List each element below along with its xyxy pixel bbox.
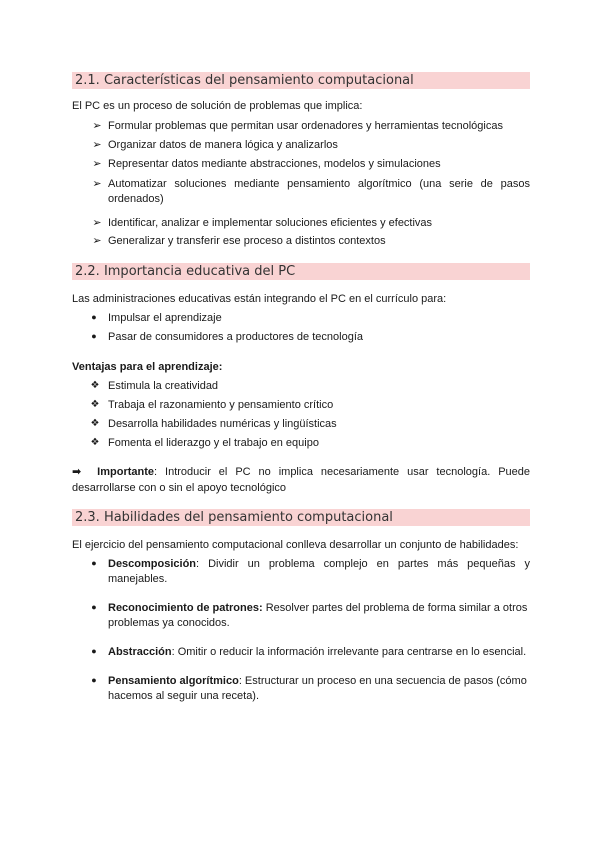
dot-bullet-icon: ● [91, 602, 97, 612]
section1-intro: El PC es un proceso de solución de problemas que implica: [72, 100, 363, 112]
section3-intro: El ejercicio del pensamiento computacional conlleva desarrollar un conjunto de habilidades: [72, 539, 519, 551]
diamond-bullet-icon: ❖ [90, 418, 100, 429]
arrow-bullet-icon: ➢ [92, 178, 102, 190]
diamond-bullet-icon: ❖ [90, 380, 100, 391]
skill-label: Pensamiento algorítmico [108, 675, 239, 687]
skill-label: Abstracción [108, 646, 172, 658]
section-heading-2-3: 2.3. Habilidades del pensamiento computacional [72, 509, 530, 526]
arrow-right-icon: ➡ [72, 466, 82, 478]
important-label: Importante [97, 466, 155, 478]
arrow-bullet-icon: ➢ [92, 120, 102, 132]
section2-intro: Las administraciones educativas están integrando el PC en el currículo para: [72, 293, 447, 305]
skill-label: Reconocimiento de patrones: [108, 602, 263, 614]
list-item: Fomenta el liderazgo y el trabajo en equipo [108, 437, 319, 449]
list-item: Impulsar el aprendizaje [108, 312, 222, 324]
skill-item [108, 601, 530, 631]
list-item: Formular problemas que permitan usar ordenadores y herramientas tecnológicas [108, 120, 503, 132]
diamond-bullet-icon: ❖ [90, 399, 100, 410]
skill-text: : Dividir un problema complejo en partes más pequeñas y manejables. [108, 558, 530, 585]
list-item: Pasar de consumidores a productores de tecnología [108, 331, 363, 343]
skill-item [108, 645, 530, 660]
arrow-bullet-icon: ➢ [92, 217, 102, 229]
diamond-bullet-icon: ❖ [90, 437, 100, 448]
arrow-bullet-icon: ➢ [92, 158, 102, 170]
skill-label: Descomposición [108, 558, 197, 570]
important-note [72, 464, 530, 496]
list-item: Representar datos mediante abstracciones, modelos y simulaciones [108, 158, 441, 170]
list-item: Generalizar y transferir ese proceso a distintos contextos [108, 235, 386, 247]
list-item: Automatizar soluciones mediante pensamiento algorítmico (una serie de pasos ordenados) [108, 178, 530, 205]
skill-text: Resolver partes del problema de forma similar a otros problemas ya conocidos. [108, 602, 528, 629]
list-item: Trabaja el razonamiento y pensamiento crítico [108, 399, 334, 411]
arrow-bullet-icon: ➢ [92, 139, 102, 151]
section-heading-2-1: 2.1. Características del pensamiento computacional [72, 72, 530, 89]
dot-bullet-icon: ● [91, 558, 97, 568]
section-heading-2-2: 2.2. Importancia educativa del PC [72, 263, 530, 280]
skill-text: : Estructurar un proceso en una secuencia de pasos (cómo hacemos al seguir una receta). [108, 675, 527, 702]
dot-bullet-icon: ● [91, 331, 97, 341]
dot-bullet-icon: ● [91, 675, 97, 685]
list-item: Desarrolla habilidades numéricas y lingüísticas [108, 418, 337, 430]
dot-bullet-icon: ● [91, 646, 97, 656]
advantages-heading: Ventajas para el aprendizaje: [72, 361, 223, 373]
list-item: Identificar, analizar e implementar soluciones eficientes y efectivas [108, 217, 433, 229]
list-item: Estimula la creatividad [108, 380, 219, 392]
important-text: : Introducir el PC no implica necesariamente usar tecnología. Puede desarrollarse con o sin el apoyo tecnológico [72, 466, 531, 494]
dot-bullet-icon: ● [91, 312, 97, 322]
skill-item [108, 674, 530, 704]
list-item: Organizar datos de manera lógica y analizarlos [108, 139, 338, 151]
skill-text: : Omitir o reducir la información irrelevante para centrarse en lo esencial. [171, 646, 527, 658]
skill-item [108, 557, 530, 587]
arrow-bullet-icon: ➢ [92, 235, 102, 247]
